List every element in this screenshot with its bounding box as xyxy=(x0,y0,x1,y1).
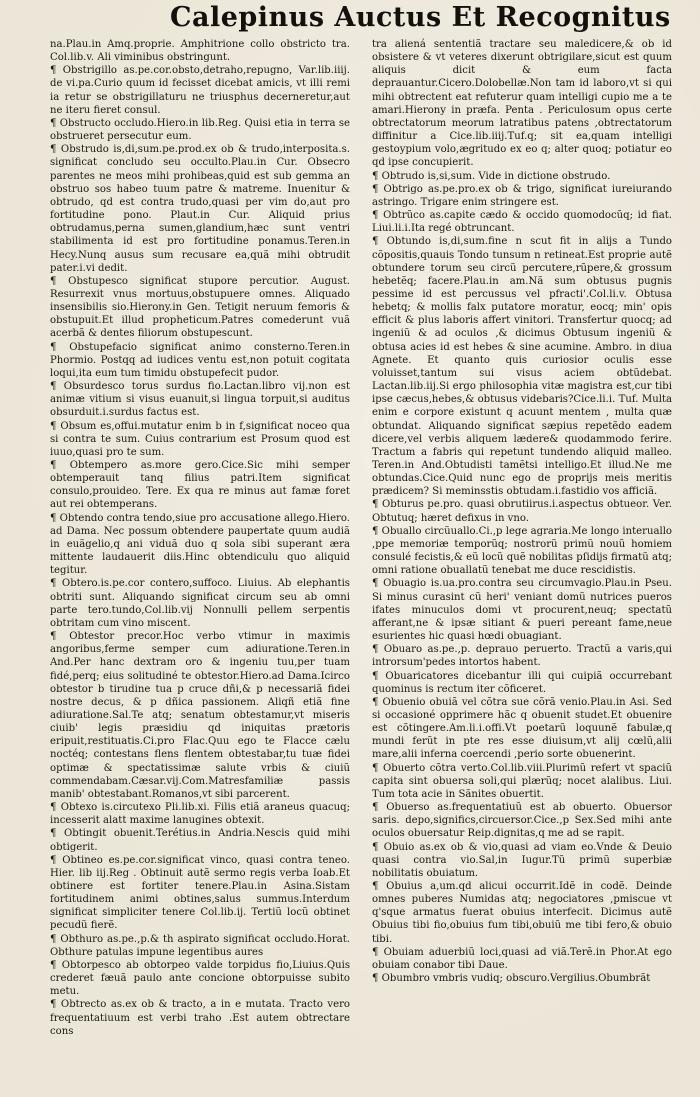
dictionary-entry: ¶ Obtendo contra tendo,siue pro accusatione allego.Hiero. ad Dama. Nec possum obtendere paupertate quum audiã in euãgelio,q ani viduã duo q sola sibi superant æra mittente laudauerit diis.Hinc obtendiculu quo aliquid tegitur. xyxy=(50,512,350,577)
dictionary-entry: ¶ Obtrudo is,si,sum. Vide in dictione obstrudo. xyxy=(372,170,611,182)
dictionary-entry: ¶ Obuiam aduerbiũ loci,quasi ad viã.Terẽ.in Phor.At ego obuiam conabor tibi Daue. xyxy=(372,946,672,971)
dictionary-entry: ¶ Obtexo is.circutexo Pli.lib.xi. Filis etiã araneus quacuq; incesserit alatt maxime lanugines obtexit. xyxy=(50,802,350,827)
dictionary-entry: ¶ Obuagio is.ua.pro.contra seu circumvagio.Plau.in Pseu. Si minus curasint cũ heri' veniant domũ nutrices pueros ifates minuculos domi vt procurent,neuq; spectatũ afferant,ne & ipsæ sitiant & pueri pereant fame,neue esurientes hic quasi hœdi obuagiant. xyxy=(372,578,672,643)
dictionary-entry: ¶ Obstupesco significat stupore percutior. August. Resurrexit vnus mortuus,obstupuere omnes. Aliquado insensibilis sio.Hierony.in Gen. Tetigit neruum femoris & obstupuit.Et illud propheticum.Patres comederunt vuã acerbã & dentes filiorum obstupescunt. xyxy=(50,275,350,340)
dictionary-entry: ¶ Obtero.is.pe.cor contero,suffoco. Liuius. Ab elephantis obtriti sunt. Aliquando significat circum seu ab omni parte tero.tundo,Col.lib.vij Nonnulli pellem serpentis obtritam cum vino miscent. xyxy=(50,578,350,629)
dictionary-entry: ¶ Obumbro vmbris vudiq; obscuro.Vergilius.Obumbrãt xyxy=(372,973,651,985)
dictionary-entry: ¶ Obtrigo as.pe.pro.ex ob & trigo, significat iureiurando astringo. Trigare enim stringere est. xyxy=(372,183,672,208)
dictionary-entry: ¶ Obthuro as.pe.,p.& th aspirato significat occludo.Horat. Obthure patulas impune legentibus aures xyxy=(50,933,350,958)
right-column xyxy=(372,38,672,1018)
dictionary-entry: ¶ Obtempero as.more gero.Cice.Sic mihi semper obtemperauit tanq filius patri.Item significat consulo,prouideo. Tere. Ex qua re minus aut famæ foret aut rei obtemperans. xyxy=(50,460,350,511)
dictionary-entry: ¶ Obuenio obuiã vel cõtra sue cõrã venio.Plau.in Asi. Sed si occasioné opprimere hãc q obuenit studet.Et obuenire est cõtingere.Am.li.i.offi.Vt poetarũ loquunẽ fabulæ,q mundi ferũt in pte res esse diuisum,vt alij cœlũ,alii mare,alii inferna coercendi ,perio sorte obuenerint. xyxy=(372,696,672,761)
dictionary-entry: ¶ Obtestor precor.Hoc verbo vtimur in maximis angoribus,ferme semper cum adiuratione.Teren.in And.Per hanc dextram oro & ingeniu tuu,per tuam fidé,perq; eius solitudiné te obtestor.Hiero.ad Dama.Icirco obtestor b tirudine tua p cruce dñi,& p necessariã fidei nostre decus, & p dñica passionem. Aliqñ etiã fine adiuratione.Sal.Te atq; senatum obtestamur,vt miseris ciuib' legis præsidiu qd iniquitas prætoris eripuit,restituatis.Ci.pro Flac.Quu ego te Flacce cælu noctéq; contestans flens flentem obtestabar,tu tuæ fidei optimæ & spectatissimæ salute vrbis & ciuiũ commendabam.Cæsar.vij.Com.Matresfamiliæ passis manib' obtestabant.Romanos,vt sibi parcerent. xyxy=(50,631,350,800)
dictionary-entry: ¶ Obtorpesco ab obtorpeo valde torpidus fio,Liuius.Quis crederet fæuã paulo ante concione obtorpuisse subito metu. xyxy=(50,959,350,998)
dictionary-entry: ¶ Obuerso as.frequentatiuũ est ab obuerto. Obuersor saris. depo,significs,circuersor.Cice.,p Sex.Sed mihi ante oculos obuersatur Reip.dignitas,q me ad se rapit. xyxy=(372,802,672,840)
dictionary-entry: ¶ Obtrecto as.ex ob & tracto, a in e mutata. Tracto vero frequentatiuum est verbi traho .Est autem obtrectare cons xyxy=(50,999,350,1037)
dictionary-entry: ¶ Obuerto cõtra verto.Col.lib.viii.Plurimũ refert vt spaciũ capita sint obuersa soli,qui plærũq; nocet alalibus. Liui. Tum tota acie in Sãnites obuertit. xyxy=(372,762,672,800)
dictionary-entry: ¶ Obstructo occludo.Hiero.in lib.Reg. Quisi etia in terra se obstrueret persecutur eum. xyxy=(50,117,350,143)
dictionary-entry: ¶ Obsum es,offui.mutatur enim b in f,significat noceo qua si contra te sum. Cuius contrarium est Prosum quod est iuuo,quasi pro te sum. xyxy=(50,420,350,458)
dictionary-entry: ¶ Obstrigillo as.pe.cor.obsto,detraho,repugno, Var.lib.iiij. de vi.pa.Curio quum id fecisset dicebat amicis, vt illi remi ia retur se obstrigillaturu ne triusphus decerneretur,aut ne iteru fieret consul. xyxy=(50,65,350,116)
dictionary-entry: ¶ Obtundo is,di,sum.fine n scut fit in alijs a Tundo cõpositis,quauis Tondo tunsum n retineat.Est proprie autẽ obtundere torum seu circũ percutere,rũpere,& grossum hebetẽq; facere.Plau.in am.Nã sum obtusus pugnis pessime id est percussus vel pfracti'.Col.li.v. Obtusa hebetq; & mollis falx putatore moratur, eocq; min' opis efficit & plus laboris affert vinitori. Transfertur quocq; ad ingeniũ & ad oculos ,& dicimus Obtusum ingeniũ & obtusa acies id est hebes & sine acumine. Ambro. in diua Agnete. Et quanto quis curiosior oculis esse voluisset,tantum sui visus aciem obtũdebat. Lactan.lib.iij.Si ergo philosophia vitæ magistra est,cur tibi ipse cæcus,hebes,& obtusus videbaris?Cice.li.i. Tuf. Multa enim e corpore existunt q acuunt mentem , multa quæ obtundat. Aliquando significat sæpius repetẽdo eadem dicere,vel verbis aliquem lædere& quodammodo ferire. Tractum a fabris qui repetunt tundendo aliquid malleo. Teren.in And.Obtudisti tamẽtsi intelligo.Et illud.Ne me obtundas.Cice.Quid nunc ego de proprijs meis meritis prædicem? Si meminsstis obtudam.i.fastidio vos afficiã. xyxy=(372,236,672,498)
dictionary-entry: ¶ Obtrũco as.capite cædo & occido quomodocũq; id fiat. Liui.li.i.Ita regé obtruncant. xyxy=(372,210,672,235)
dictionary-entry: tra aliená sententiã tractare seu maledicere,& ob id obsistere & vt veteres dixerunt obtrigilare,sicut est quum aliquis dicit & eum facta deprauantur.Cicero.Dolobellæ.Non tam id laboro,vt si qui mihi obtrectent eat refuterur quam intelligi cupio me a te amari.Hierony in præfa. Penta . Periculosum opus certe obtrectatorum meorum latratibus patens ,obtrectatorum diffinitur a Cice.lib.iiij.Tuf.q; sit ea,quam intelligi gestoypium volo,ægritudo ex eo q; alter quoq; potiatur eo qd ipse concupierit. xyxy=(372,39,672,169)
dictionary-entry: ¶ Obuaricatores dicebantur illi qui cuipiã occurrebant quominus is rectum iter cõficeret. xyxy=(372,670,672,695)
dictionary-entry: ¶ Obsurdesco torus surdus fio.Lactan.libro vij.non est animæ vitium si visus euanuit,si lingua torpuit,si auditus obsurduit.i.surdus factus est. xyxy=(50,381,350,419)
dictionary-entry: ¶ Obturus pe.pro. quasi obrutiirus.i.aspectus obtueor. Ver. Obtutuq; hæret defixus in vno. xyxy=(372,499,672,524)
left-column xyxy=(50,38,350,1063)
dictionary-entry: ¶ Obstrudo is,di,sum.pe.prod.ex ob & trudo,interposita.s. significat concludo seu occulto.Plau.in Cur. Obsecro parentes ne meos mihi prohibeas,quid est sub gemma an obstruo sos habeo tuum patre & matreme. Inuenitur & obtrudo, qd est contra trudo,quasi per vim do,aut pro fortitudine pono. Plaut.in Cur. Aliquid prius obtrudamus,perna sumen,glandium,hæc sunt ventri stabilimenta id est pro fortitudine ponamus.Teren.in Hecy.Nunq ausus sum recusare ea,quã mihi obtrudit pater.i.vi dedit. xyxy=(50,144,350,274)
running-head: Calepinus Auctus Et Recognitus xyxy=(170,2,671,33)
dictionary-entry: na.Plau.in Amq.proprie. Amphitrione collo obstricto tra. Col.lib.v. Ali viminibus obstringunt. xyxy=(50,39,350,64)
dictionary-entry: ¶ Obtineo es.pe.cor.significat vinco, quasi contra teneo. Hier. lib iij.Reg . Obtinuit autẽ sermo regis verba Ioab.Et obtinere est fortiter tenere.Plau.in Asina.Sistam fortitudinem animi obtines,salus summus.Interdum significat simpliciter tenere Col.lib.ij. Tertiũ locũ obtinet pecudũ fierẽ. xyxy=(50,854,350,932)
dictionary-entry: ¶ Obuio as.ex ob & vio,quasi ad viam eo.Vnde & Deuio quasi contra vio.Sal,in Iugur.Tũ primũ superbiæ nobilitatis obuiatum. xyxy=(372,841,672,879)
dictionary-entry: ¶ Obuius a,um.qd alicui occurrit.Idẽ in codẽ. Deinde omnes puberes Numidas atq; negociatores ,pmiscue vt q'sque armatus fuerat obuius interfecit. Dicimus autẽ Obuius tibi fio,obuius fum tibi,obuiũ me tibi fero,& obuio tibi. xyxy=(372,881,672,945)
dictionary-entry: ¶ Obstupefacio significat animo consterno.Teren.in Phormio. Postqq ad iudices ventu est,non potuit cogitata loqui,ita eum tum timidu obstupefecit pudor. xyxy=(50,341,350,379)
dictionary-entry: ¶ Obuaro as.pe.,p. deprauo peruerto. Tractũ a varis,qui introrsum'pedes intortos habent. xyxy=(372,644,672,669)
dictionary-entry: ¶ Obtingit obuenit.Terétius.in Andria.Nescis quid mihi obtigerit. xyxy=(50,828,350,853)
dictionary-entry: ¶ Obuallo circũuallo.Ci.,p lege agraria.Me longo interuallo ,ppe memoriæ temporũq; nostrorũ primũ nouũ homiem consulé fecistis,& eũ locũ quẽ nobilitas pſidijs firmatũ atq; omni ratione obuallatũ tenebat me duce rescidistis. xyxy=(372,525,672,577)
